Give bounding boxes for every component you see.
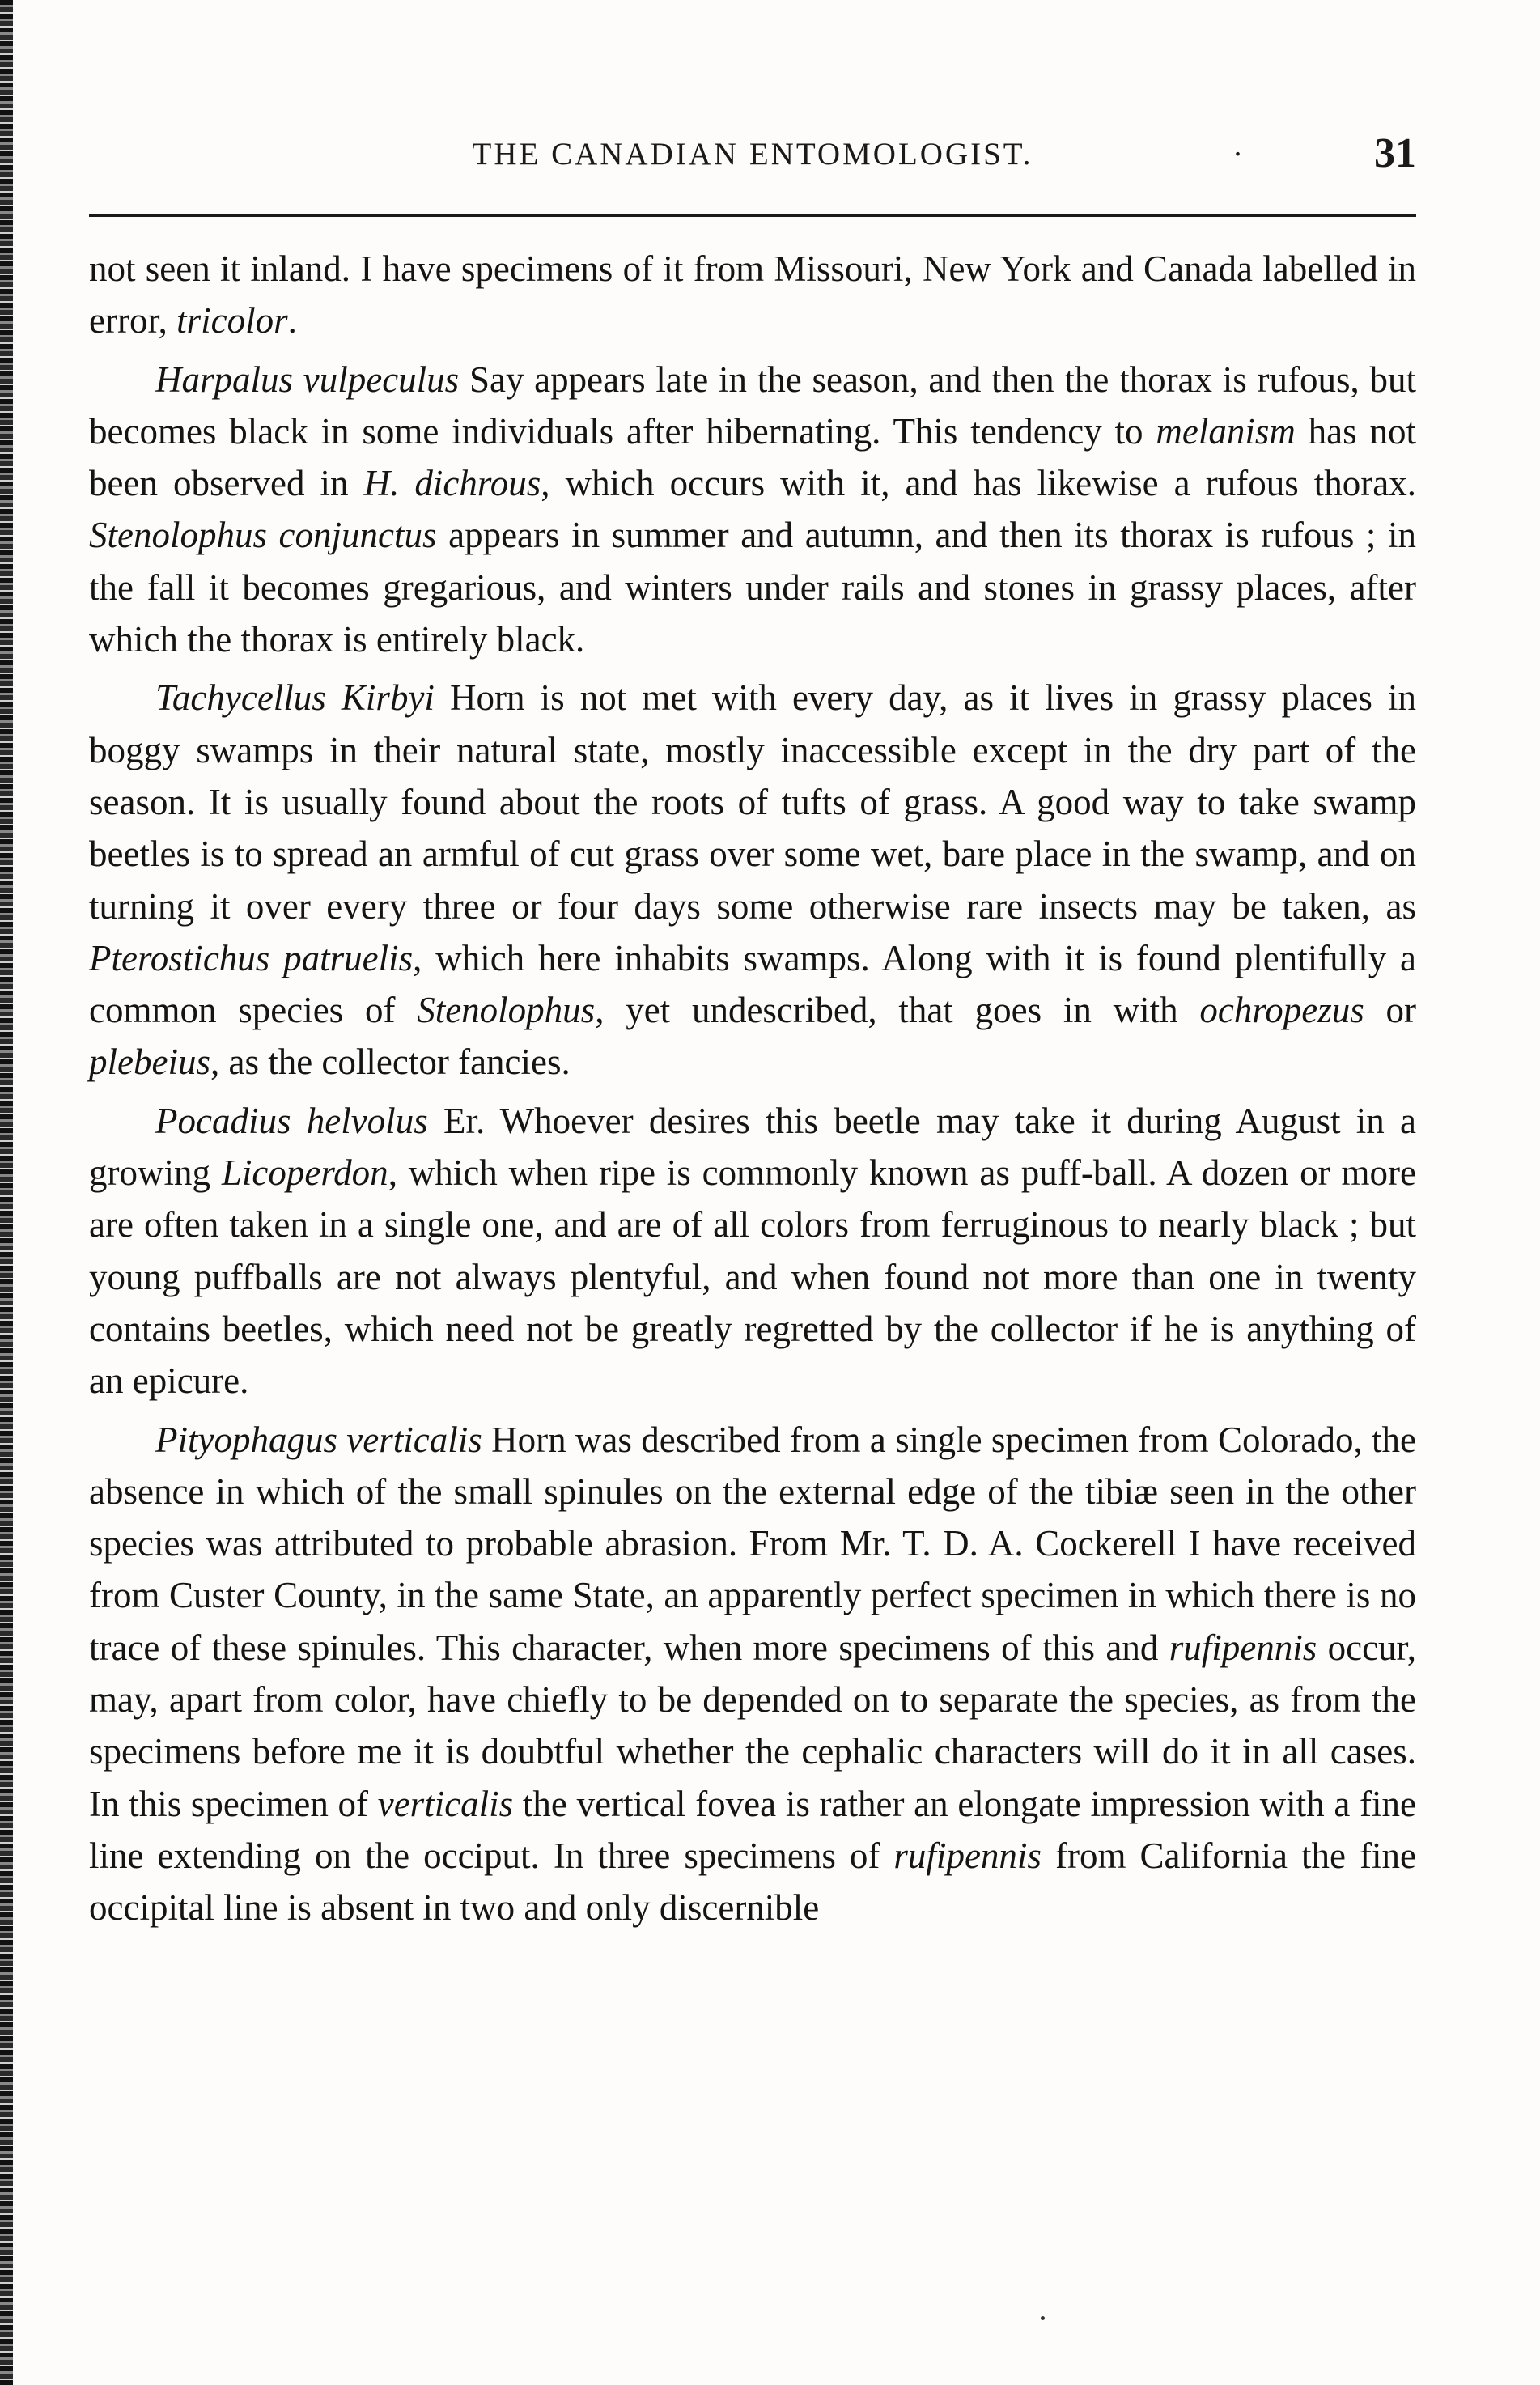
text-run: , which when ripe is commonly known as puff-ball. A dozen or more are often taken in a single one, and are of all colors from ferruginous to nearly black ; but young puffballs are not always plentyful, and when found not more than one in twenty contains beetles, which need not be greatly regretted by the collector if he is anything of an epicure. bbox=[89, 1152, 1416, 1402]
italic-term: Pityophagus verticalis bbox=[155, 1419, 482, 1460]
text-run: has not been observed in bbox=[89, 410, 1416, 504]
page-binding-edge bbox=[0, 0, 13, 2385]
italic-term: Tachycellus Kirbyi bbox=[155, 677, 435, 719]
paragraph-pityophagus bbox=[89, 1414, 1416, 1934]
header-rule bbox=[89, 214, 1416, 217]
italic-term: Pterostichus patruelis bbox=[89, 937, 414, 978]
italic-term: Stenolophus conjunctus bbox=[89, 515, 437, 556]
header-separator-dot: · bbox=[1232, 137, 1243, 172]
text-run: , yet undescribed, that goes in with bbox=[595, 990, 1200, 1031]
text-run: , which here inhabits swamps. Along with it is found plentifully a common species of bbox=[89, 937, 1416, 1031]
italic-term: rufipennis bbox=[1169, 1627, 1317, 1668]
text-run: or bbox=[1364, 990, 1416, 1031]
text-run: occur, may, apart from color, have chiefly to be depended on to separate the species, as from the specimens before me it is doubtful whether the cephalic characters will do it in all cases. In this specimen of bbox=[89, 1627, 1416, 1824]
text-run: , as the collector fancies. bbox=[210, 1042, 571, 1083]
text-run: Er. Whoever desires this beetle may take it during August in a growing bbox=[89, 1100, 1416, 1194]
italic-term: melanism bbox=[1156, 410, 1296, 452]
italic-term: Harpalus vulpeculus bbox=[155, 359, 460, 400]
italic-term: verticalis bbox=[377, 1783, 514, 1824]
italic-term: rufipennis bbox=[893, 1835, 1042, 1876]
print-speck bbox=[1041, 2316, 1045, 2320]
journal-title: THE CANADIAN ENTOMOLOGIST. bbox=[472, 137, 1033, 172]
text-run: Horn is not met with every day, as it lives in grassy places in boggy swamps in their natural state, mostly inaccessible except in the dry part of the season. It is usually found about the roots of tufts of grass. A good way to take swamp beetles is to spread an armful of cut grass over some wet, bare place in the swamp, and on turning it over every three or four days some otherwise rare insects may be taken, as bbox=[89, 677, 1416, 927]
text-run: the vertical fovea is rather an elongate impression with a fine line extending on the occiput. In three specimens of bbox=[89, 1783, 1416, 1876]
page-number: 31 bbox=[1374, 130, 1416, 176]
text-run: . bbox=[287, 300, 297, 342]
text-run: not seen it inland. I have specimens of it from Missouri, New York and Canada labelled in error, bbox=[89, 248, 1416, 342]
text-run: from California the fine occipital line is absent in two and only discernible bbox=[89, 1835, 1416, 1929]
italic-term: plebeius bbox=[89, 1042, 210, 1083]
italic-term: Stenolophus bbox=[417, 990, 596, 1031]
article-body bbox=[89, 243, 1416, 1941]
paragraph-continuation bbox=[89, 243, 1416, 347]
text-run: Say appears late in the season, and then the thorax is rufous, but becomes black in some individuals after hibernating. This tendency to bbox=[89, 359, 1416, 452]
running-head bbox=[89, 130, 1416, 201]
text-run: appears in summer and autumn, and then its thorax is rufous ; in the fall it becomes gregarious, and winters under rails and stones in grassy places, after which the thorax is entirely black. bbox=[89, 515, 1416, 660]
paragraph-pocadius bbox=[89, 1095, 1416, 1407]
italic-term: ochropezus bbox=[1199, 990, 1364, 1031]
italic-term: Pocadius helvolus bbox=[155, 1100, 428, 1141]
italic-term: Licoperdon bbox=[221, 1152, 388, 1194]
paragraph-harpalus bbox=[89, 354, 1416, 666]
paragraph-tachycellus bbox=[89, 672, 1416, 1088]
text-run: Horn was described from a single specimen from Colorado, the absence in which of the small spinules on the external edge of the tibiæ seen in the other species was attributed to probable abrasion. From Mr. T. D. A. Cockerell I have received from Custer County, in the same State, an apparently perfect specimen in which there is no trace of these spinules. This character, when more specimens of this and bbox=[89, 1419, 1416, 1668]
text-run: , which occurs with it, and has likewise a rufous thorax. bbox=[541, 463, 1416, 504]
italic-term: tricolor bbox=[176, 300, 288, 342]
italic-term: H. dichrous bbox=[363, 463, 541, 504]
